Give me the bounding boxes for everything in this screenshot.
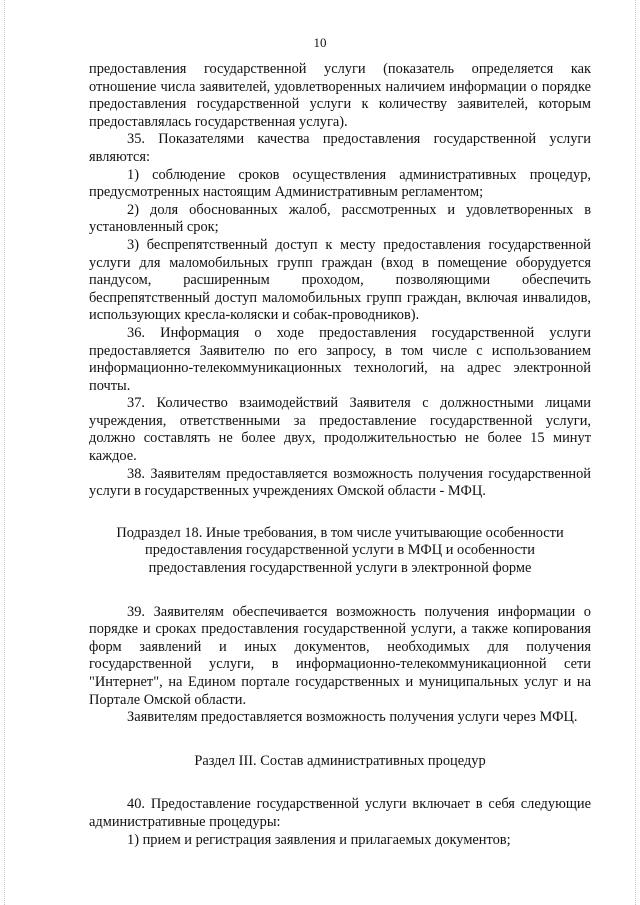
- subsection-heading: Подраздел 18. Иные требования, в том числе учитывающие особенности предоставления государственной услуги в МФЦ и особенности предоставления государственной услуги в электронной форме: [116, 524, 564, 577]
- paragraph-35-item-2: 2) доля обоснованных жалоб, рассмотренных и удовлетворенных в установленный срок;: [89, 201, 591, 236]
- section-heading: Раздел III. Состав административных процедур: [194, 752, 486, 769]
- paragraph-continuation: предоставления государственной услуги (показатель определяется как отношение числа заявителей, удовлетворенных наличием информации о порядке предоставления государственной услуги к количеству заявителей, которым предоставлялась государственная услуга).: [89, 61, 591, 130]
- paragraph-37: 37. Количество взаимодействий Заявителя с должностными лицами учреждения, ответственными за предоставление государственной услуги, должно составлять не более двух, продолжительностью не более 15 минут каждое.: [89, 395, 591, 465]
- paragraph-40: 40. Предоставление государственной услуги включает в себя следующие административные процедуры:: [89, 796, 591, 830]
- document-body: [89, 61, 591, 849]
- paragraph-35-item-3: 3) беспрепятственный доступ к месту предоставления государственной услуги для маломобильных групп граждан (вход в помещение оборудуется пандусом, расширенным проходом, позволяющими обеспечить беспрепятственный доступ маломобильных групп граждан, включая инвалидов, использующих кресла-коляски и собак-проводников).: [89, 236, 591, 324]
- paragraph-40-item-1: 1) прием и регистрация заявления и прилагаемых документов;: [127, 831, 511, 848]
- paragraph-39-cont: Заявителям предоставляется возможность получения услуги через МФЦ.: [127, 709, 578, 726]
- paragraph-38: 38. Заявителям предоставляется возможность получения государственной услуги в государственных учреждениях Омской области - МФЦ.: [89, 465, 591, 500]
- scan-edge-left: [4, 0, 5, 905]
- page-number: 10: [313, 35, 327, 50]
- scan-edge-right: [635, 0, 636, 905]
- paragraph-35: 35. Показателями качества предоставления государственной услуги являются:: [89, 131, 591, 165]
- paragraph-39: 39. Заявителям обеспечивается возможность получения информации о порядке и сроках предоставления государственной услуги, а также копирования форм заявлений и иных документов, необходимых для получения государственной услуги, в информационно-телекоммуникационной сети "Интернет", на Едином портале государственных и муниципальных услуг и на Портале Омской области.: [89, 603, 591, 708]
- paragraph-36: 36. Информация о ходе предоставления государственной услуги предоставляется Заявителю по его запросу, в том числе с использованием информационно-телекоммуникационных технологий, на адрес электронной почты.: [89, 324, 591, 394]
- paragraph-35-item-1: 1) соблюдение сроков осуществления административных процедур, предусмотренных настоящим Административным регламентом;: [89, 166, 591, 201]
